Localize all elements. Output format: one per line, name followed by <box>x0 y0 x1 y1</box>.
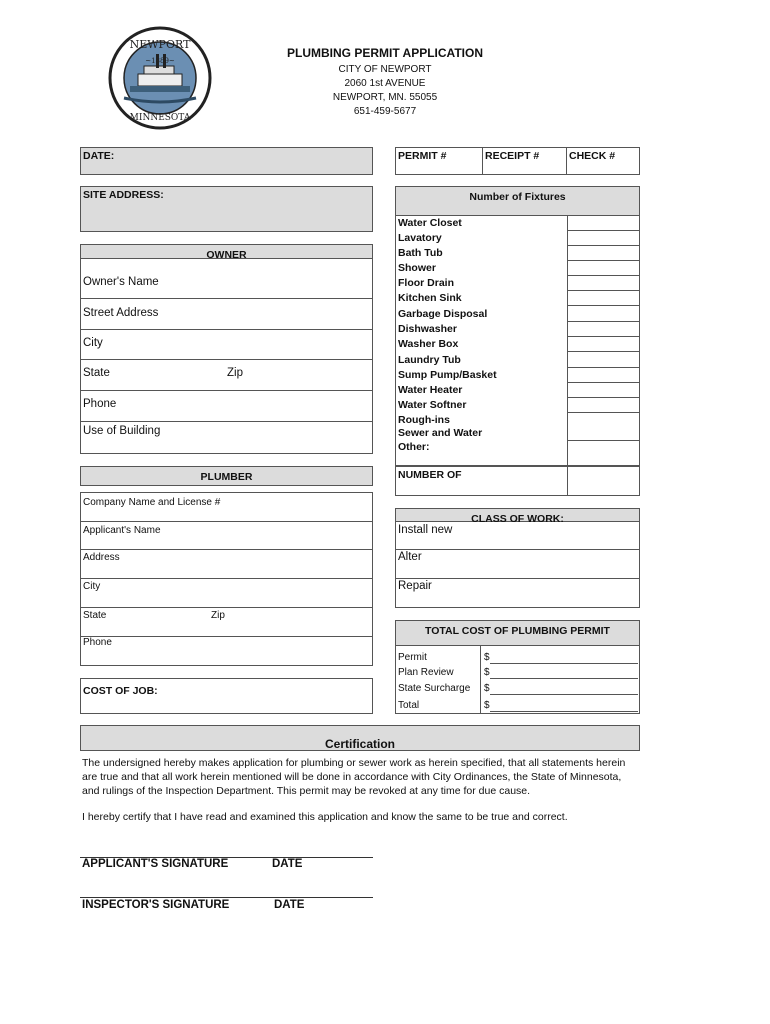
permit-receipt-check-row <box>395 147 640 175</box>
fixtures-header <box>395 186 640 216</box>
fixture-row-divider <box>568 336 639 337</box>
fixture-row-divider <box>568 290 639 291</box>
owner-phone-field[interactable]: Phone <box>83 398 117 410</box>
fixture-row-divider <box>568 230 639 231</box>
fixture-row-divider <box>568 367 639 368</box>
cert-line-1: The undersigned hereby makes application for plumbing or sewer work as herein specified, that all statements herein <box>82 757 626 769</box>
city-seal-logo <box>108 26 212 130</box>
fixture-row-divider <box>568 245 639 246</box>
fixture-row-divider <box>568 382 639 383</box>
fixture-row-divider <box>568 412 639 413</box>
check-number-label[interactable]: CHECK # <box>569 150 616 162</box>
cost-state-surcharge-label: State Surcharge <box>398 683 471 694</box>
cost-plan-review-value[interactable]: $ <box>484 667 490 678</box>
class-install-new[interactable]: Install new <box>398 524 453 536</box>
svg-text:~1889~: ~1889~ <box>145 57 175 65</box>
city-name: CITY OF NEWPORT <box>338 64 432 75</box>
cost-state-surcharge-value[interactable]: $ <box>484 683 490 694</box>
fixture-water-closet[interactable]: Water Closet <box>398 217 462 229</box>
cost-total-value[interactable]: $ <box>484 700 490 711</box>
date-field[interactable] <box>80 147 373 175</box>
fixture-garbage-disposal[interactable]: Garbage Disposal <box>398 308 488 320</box>
receipt-number-label[interactable]: RECEIPT # <box>485 150 540 162</box>
inspector-date-label: DATE <box>274 899 305 911</box>
site-address-field[interactable] <box>80 186 373 232</box>
fixture-row-divider <box>568 397 639 398</box>
cost-total-label: Total <box>398 700 420 711</box>
cost-plan-review-label: Plan Review <box>398 667 454 678</box>
number-of-box[interactable] <box>395 466 640 496</box>
cost-of-job-field[interactable] <box>80 678 373 714</box>
applicant-signature-label: APPLICANT'S SIGNATURE <box>82 858 229 870</box>
fixtures-title: Number of Fixtures <box>469 191 566 203</box>
plumber-section-header <box>80 466 373 486</box>
class-of-work-title: CLASS OF WORK: <box>471 513 564 525</box>
owner-city-field[interactable]: City <box>83 337 103 349</box>
class-repair[interactable]: Repair <box>398 580 432 592</box>
plumber-fields <box>80 492 373 666</box>
plumber-state-field[interactable]: State <box>83 610 107 621</box>
fixture-washer-box[interactable]: Washer Box <box>398 338 459 350</box>
use-of-building-field[interactable]: Use of Building <box>83 425 161 437</box>
fixture-shower[interactable]: Shower <box>398 262 436 274</box>
fixture-dishwasher[interactable]: Dishwasher <box>398 323 457 335</box>
city-phone: 651-459-5677 <box>353 106 417 117</box>
plumber-phone-field[interactable]: Phone <box>83 637 112 648</box>
form-title: PLUMBING PERMIT APPLICATION <box>287 46 483 60</box>
applicant-name-field[interactable]: Applicant's Name <box>83 525 161 536</box>
fixture-row-divider <box>568 305 639 306</box>
date-label: DATE: <box>83 150 115 162</box>
plumber-title: PLUMBER <box>200 471 253 483</box>
fixture-row-divider <box>568 321 639 322</box>
fixture-lavatory[interactable]: Lavatory <box>398 232 442 244</box>
total-cost-header <box>395 620 640 646</box>
owner-section-header <box>80 244 373 259</box>
applicant-date-label: DATE <box>272 858 303 870</box>
owner-fields <box>80 259 373 454</box>
owner-state-field[interactable]: State <box>83 367 110 379</box>
fixture-kitchen-sink[interactable]: Kitchen Sink <box>398 292 462 304</box>
city-zip: NEWPORT, MN. 55055 <box>332 92 438 103</box>
owner-name-field[interactable]: Owner's Name <box>83 276 159 288</box>
company-license-field[interactable]: Company Name and License # <box>83 497 221 508</box>
total-cost-table <box>395 646 640 714</box>
plumber-address-field[interactable]: Address <box>83 552 120 563</box>
permit-number-label[interactable]: PERMIT # <box>398 150 447 162</box>
svg-text:NEWPORT: NEWPORT <box>129 38 191 51</box>
fixture-water-heater[interactable]: Water Heater <box>398 384 463 396</box>
fixture-other[interactable]: Other: <box>398 441 430 453</box>
inspector-signature-label: INSPECTOR'S SIGNATURE <box>82 899 230 911</box>
fixture-row-divider <box>568 351 639 352</box>
cert-statement: I hereby certify that I have read and examined this application and know the same to be true and correct. <box>82 811 568 823</box>
fixture-row-divider <box>568 260 639 261</box>
fixture-floor-drain[interactable]: Floor Drain <box>398 277 455 289</box>
number-of-label: NUMBER OF <box>398 469 462 481</box>
fixture-sump-pump[interactable]: Sump Pump/Basket <box>398 369 497 381</box>
cert-line-2: are true and that all work herein mentioned will be done in accordance with City Ordinances, the State of Minnesota, <box>82 771 622 783</box>
certification-title: Certification <box>324 737 395 751</box>
cost-permit-value[interactable]: $ <box>484 652 490 663</box>
fixture-laundry-tub[interactable]: Laundry Tub <box>398 354 461 366</box>
certification-text <box>82 756 642 824</box>
inspector-signature-line[interactable] <box>80 897 373 898</box>
fixture-water-softner[interactable]: Water Softner <box>398 399 467 411</box>
owner-zip-field[interactable]: Zip <box>227 367 243 379</box>
site-address-label: SITE ADDRESS: <box>83 189 164 201</box>
fixture-rough-ins[interactable]: Rough-ins <box>398 414 450 426</box>
certification-header <box>80 725 640 751</box>
fixture-row-divider <box>568 275 639 276</box>
owner-title: OWNER <box>206 249 247 261</box>
total-cost-title: TOTAL COST OF PLUMBING PERMIT <box>425 625 610 637</box>
fixture-row-divider <box>568 440 639 441</box>
plumber-city-field[interactable]: City <box>83 581 101 592</box>
fixture-bath-tub[interactable]: Bath Tub <box>398 247 443 259</box>
city-street: 2060 1st AVENUE <box>344 78 426 89</box>
owner-street-field[interactable]: Street Address <box>83 307 159 319</box>
plumber-zip-field[interactable]: Zip <box>211 610 225 621</box>
class-of-work-options <box>395 522 640 608</box>
class-alter[interactable]: Alter <box>398 551 422 563</box>
cost-permit-label: Permit <box>398 652 427 663</box>
fixture-sewer-water[interactable]: Sewer and Water <box>398 427 483 439</box>
class-of-work-header <box>395 508 640 525</box>
cost-of-job-label: COST OF JOB: <box>83 685 158 697</box>
cert-line-3: and rulings of the Inspection Department. This permit may be revoked at any time for due cause. <box>82 785 531 797</box>
svg-text:MINNESOTA: MINNESOTA <box>129 113 191 123</box>
